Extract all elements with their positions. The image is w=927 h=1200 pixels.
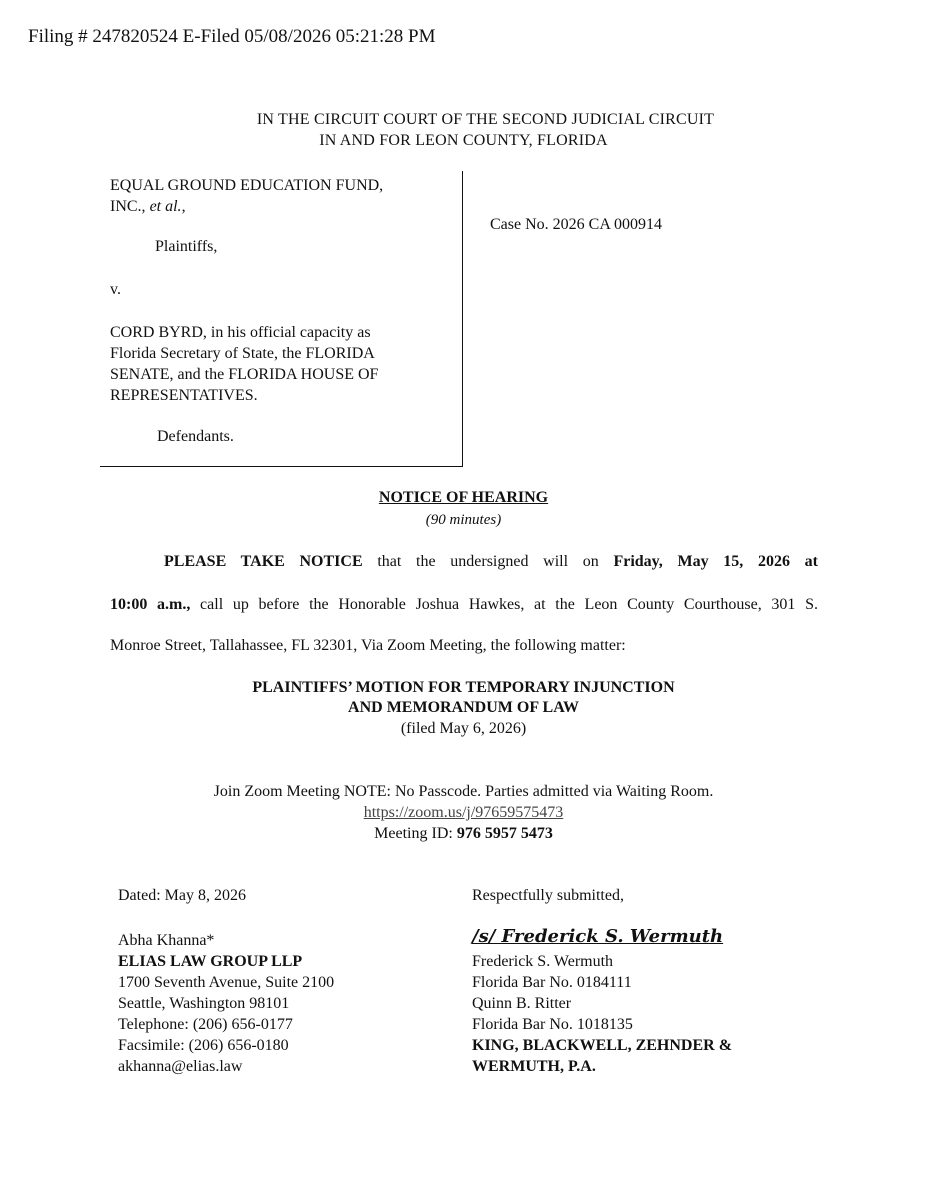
signature-text: /s/ Frederick S. Wermuth [472, 926, 724, 947]
defendants-label: Defendants. [157, 428, 234, 445]
hearing-date: Friday, May 15, 2026 at [613, 553, 819, 570]
caption-divider-vertical [462, 171, 463, 467]
caption-divider-horizontal [100, 466, 463, 467]
plaintiffs-label: Plaintiffs, [155, 238, 218, 255]
plaintiff-line2 [110, 196, 383, 217]
court-heading-line2: IN AND FOR LEON COUNTY, FLORIDA [319, 132, 608, 149]
email: akhanna@elias.law [118, 1058, 243, 1075]
left-counsel-block [118, 930, 334, 1077]
signature [472, 926, 723, 947]
case-number: Case No. 2026 CA 000914 [490, 216, 662, 233]
meeting-id-label: Meeting ID: [374, 825, 457, 842]
zoom-note: Join Zoom Meeting NOTE: No Passcode. Parties admitted via Waiting Room. [213, 783, 714, 800]
notice-line2-rest: call up before the Honorable Joshua Hawkes, at the Leon County Courthouse, 301 S. [190, 596, 818, 613]
firm-king-line1: KING, BLACKWELL, ZEHNDER & [472, 1037, 733, 1054]
versus: v. [110, 281, 121, 298]
bar-number-ritter: Florida Bar No. 1018135 [472, 1016, 633, 1033]
right-counsel-block [472, 951, 732, 1077]
court-heading-line1: IN THE CIRCUIT COURT OF THE SECOND JUDICIAL CIRCUIT [256, 111, 715, 128]
defendant-line4: REPRESENTATIVES. [110, 387, 258, 404]
zoom-link[interactable]: https://zoom.us/j/97659575473 [363, 804, 564, 821]
address-line1: 1700 Seventh Avenue, Suite 2100 [118, 974, 335, 991]
notice-mid-text: that the undersigned will on [362, 553, 614, 570]
telephone: Telephone: (206) 656-0177 [118, 1016, 293, 1033]
et-al: et al. [149, 198, 182, 215]
motion-title-line1: PLAINTIFFS’ MOTION FOR TEMPORARY INJUNCTION [252, 679, 675, 696]
plaintiff-line2-prefix: INC., [110, 198, 150, 215]
notice-duration: (90 minutes) [425, 512, 502, 528]
firm-king-line2: WERMUTH, P.A. [472, 1058, 596, 1075]
firm-elias: ELIAS LAW GROUP LLP [118, 953, 303, 970]
defendant-line3: SENATE, and the FLORIDA HOUSE OF [110, 366, 379, 383]
notice-paragraph-line2 [110, 596, 818, 614]
hearing-time: 10:00 a.m., [110, 596, 191, 613]
plaintiff-name [110, 175, 383, 217]
please-take-notice: PLEASE TAKE NOTICE [164, 553, 363, 570]
bar-number-wermuth: Florida Bar No. 0184111 [472, 974, 632, 991]
facsimile: Facsimile: (206) 656-0180 [118, 1037, 289, 1054]
notice-paragraph-line3: Monroe Street, Tallahassee, FL 32301, Via Zoom Meeting, the following matter: [110, 637, 626, 654]
motion-filed-date: (filed May 6, 2026) [400, 720, 527, 737]
counsel-name-wermuth: Frederick S. Wermuth [472, 953, 614, 970]
counsel-name-ritter: Quinn B. Ritter [472, 995, 572, 1012]
notice-paragraph-line1 [164, 553, 818, 571]
filing-stamp: Filing # 247820524 E-Filed 05/08/2026 05:21:28 PM [28, 26, 436, 47]
notice-title-text: NOTICE OF HEARING [378, 489, 549, 506]
zoom-meeting-id [0, 825, 927, 843]
defendant-line1: CORD BYRD, in his official capacity as [110, 324, 371, 341]
meeting-id-value: 976 5957 5473 [456, 825, 553, 842]
defendant-name [110, 322, 378, 406]
respectfully-submitted: Respectfully submitted, [472, 887, 624, 904]
dated: Dated: May 8, 2026 [118, 887, 246, 904]
plaintiff-line1: EQUAL GROUND EDUCATION FUND, [110, 177, 384, 194]
motion-title-line2: AND MEMORANDUM OF LAW [348, 699, 579, 716]
counsel-name-khanna: Abha Khanna* [118, 932, 215, 949]
defendant-line2: Florida Secretary of State, the FLORIDA [110, 345, 375, 362]
plaintiff-line2-suffix: , [181, 198, 186, 215]
notice-title [0, 489, 927, 507]
address-line2: Seattle, Washington 98101 [118, 995, 290, 1012]
zoom-link-row [0, 804, 927, 822]
